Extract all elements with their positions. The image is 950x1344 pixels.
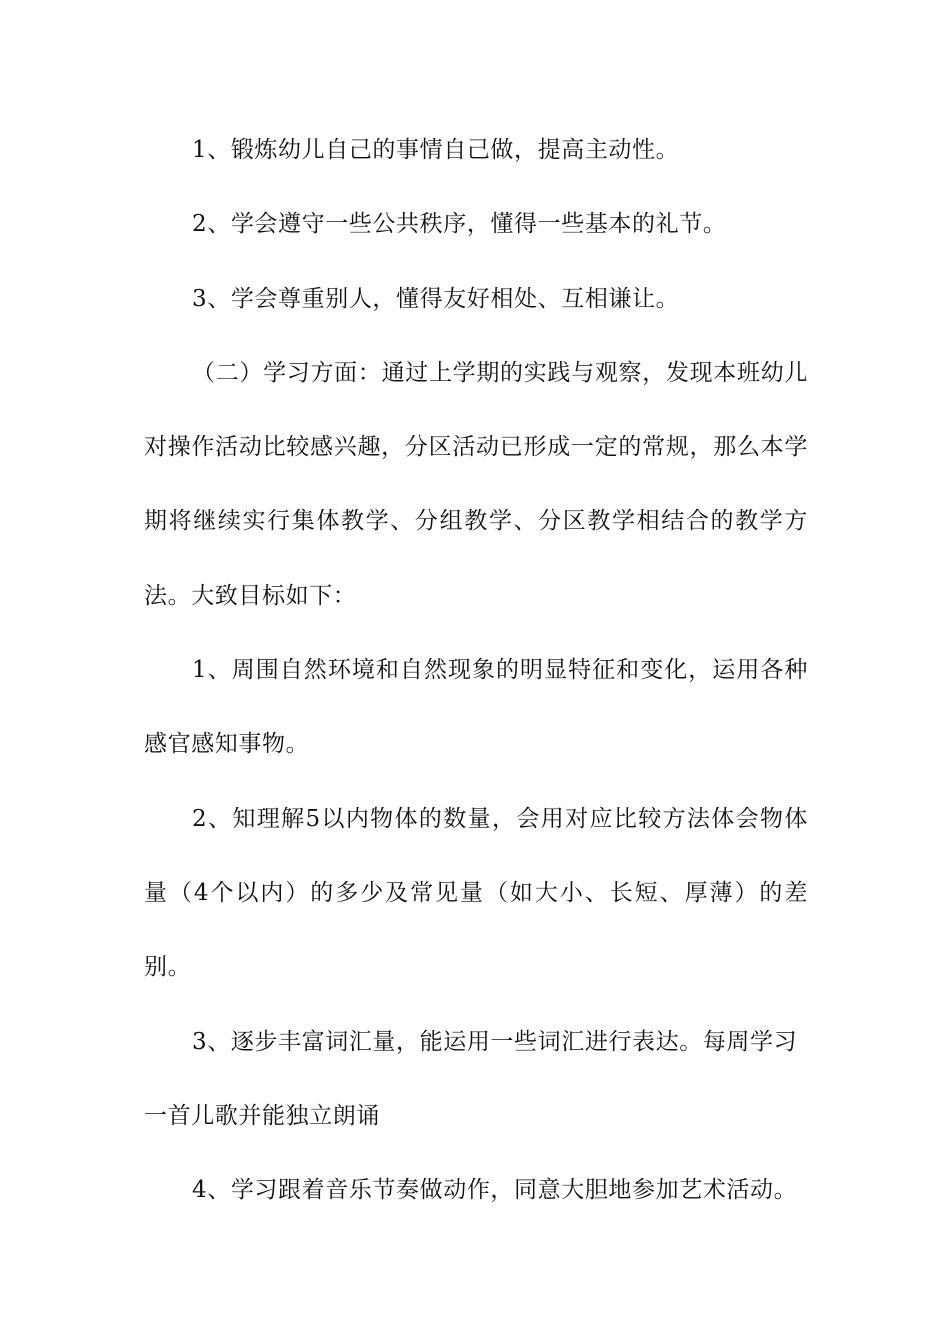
paragraph-learning-goal-3: 3、逐步丰富词汇量，能运用一些词汇进行表达。每周学习一首儿歌并能独立朗诵 [144,1028,798,1129]
paragraph-goal-1: 1、锻炼幼儿自己的事情自己做，提高主动性。 [192,137,680,163]
paragraph-learning-goal-4: 4、学习跟着音乐节奏做动作，同意大胆地参加艺术活动。 [192,1177,798,1204]
paragraph-learning-goal-1: 1、周围自然环境和自然现象的明显特征和变化，运用各种感官感知事物。 [144,657,808,758]
document-body [144,113,808,1227]
paragraph-learning-goal-2: 2、知理解5以内物体的数量，会用对应比较方法体会物体量（4个以内）的多少及常见量（如大小、长短、厚薄）的差别。 [144,805,808,981]
paragraph-learning-section: （二）学习方面：通过上学期的实践与观察，发现本班幼儿对操作活动比较感兴趣，分区活动已形成一定的常规，那么本学期将继续实行集体教学、分组教学、分区教学相结合的教学方法。大致目标如下： [144,359,808,609]
paragraph-goal-2: 2、学会遵守一些公共秩序，懂得一些基本的礼节。 [192,211,727,238]
paragraph-goal-3: 3、学会尊重别人，懂得友好相处、互相谦让。 [192,285,680,312]
